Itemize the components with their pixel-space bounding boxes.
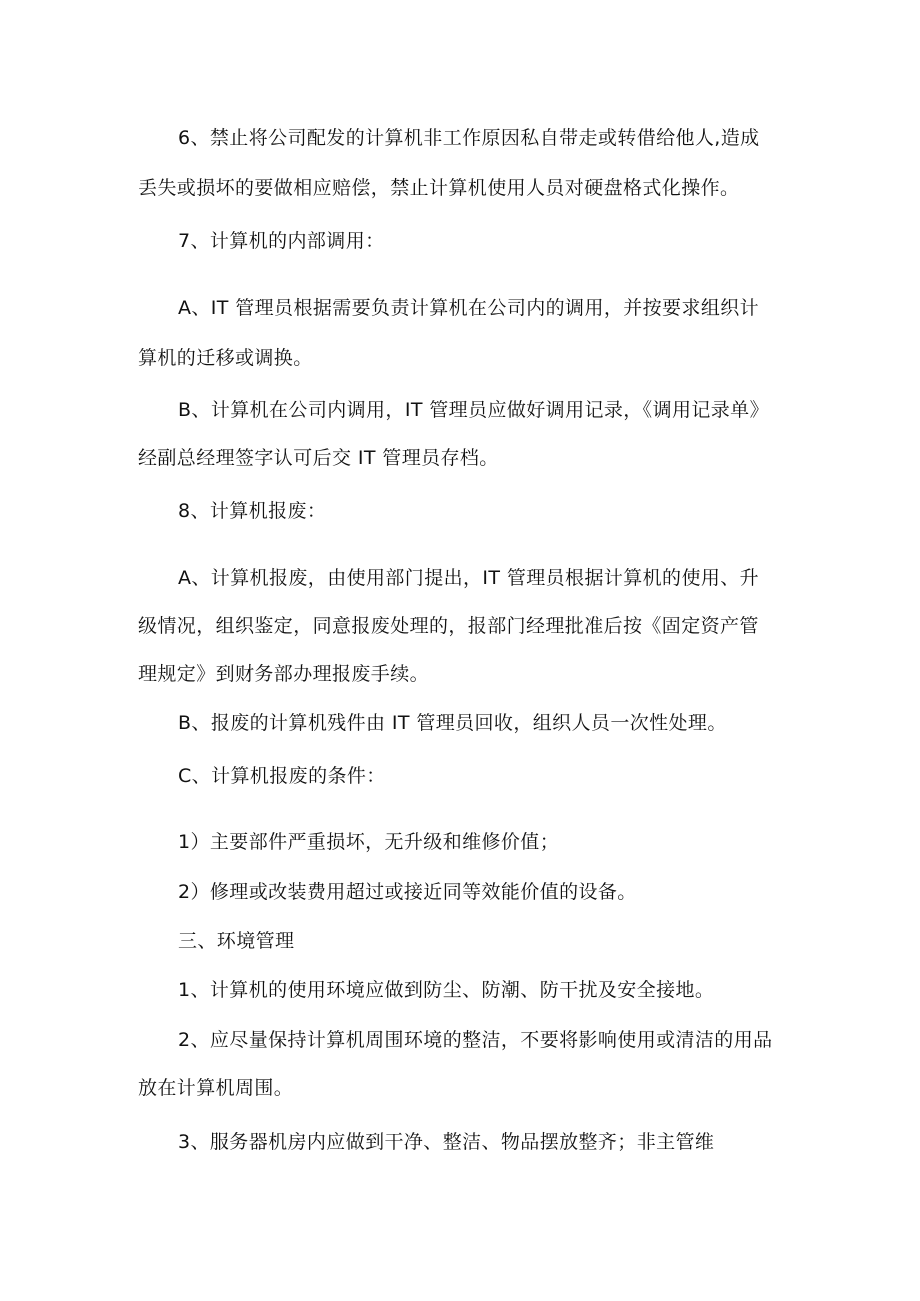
item-8a-line-1: A、计算机报废，由使用部门提出，IT 管理员根据计算机的使用、升	[178, 567, 760, 589]
item-8a-line-2: 级情况，组织鉴定，同意报废处理的，报部门经理批准后按《固定资产管	[138, 615, 759, 637]
item-8b: B、报废的计算机残件由 IT 管理员回收，组织人员一次性处理。	[178, 712, 727, 734]
condition-1: 1）主要部件严重损坏，无升级和维修价值；	[178, 831, 560, 853]
item-7b-line-1: B、计算机在公司内调用，IT 管理员应做好调用记录，《调用记录单》	[178, 399, 769, 421]
condition-2: 2）修理或改装费用超过或接近同等效能价值的设备。	[178, 881, 637, 903]
item-7b-line-2: 经副总经理签字认可后交 IT 管理员存档。	[138, 447, 499, 469]
item-7a-line-1: A、IT 管理员根据需要负责计算机在公司内的调用，并按要求组织计	[178, 297, 760, 319]
item-8c: C、计算机报废的条件：	[178, 765, 386, 787]
heading-8-scrapping: 8、计算机报废：	[178, 500, 327, 522]
env-item-2-line-2: 放在计算机周围。	[138, 1077, 294, 1099]
item-7a-line-2: 算机的迁移或调换。	[138, 347, 313, 369]
paragraph-6-line-2: 丢失或损坏的要做相应赔偿，禁止计算机使用人员对硬盘格式化操作。	[138, 177, 740, 199]
env-item-1: 1、计算机的使用环境应做到防尘、防潮、防干扰及安全接地。	[178, 979, 715, 1001]
heading-7-internal-transfer: 7、计算机的内部调用：	[178, 230, 385, 252]
env-item-2-line-1: 2、应尽量保持计算机周围环境的整洁，不要将影响使用或清洁的用品	[178, 1029, 773, 1051]
section-3-heading: 三、环境管理	[178, 930, 295, 952]
paragraph-6-line-1: 6、禁止将公司配发的计算机非工作原因私自带走或转借给他人,造成	[178, 127, 760, 149]
env-item-3-line-1: 3、服务器机房内应做到干净、整洁、物品摆放整齐；非主管维	[178, 1131, 715, 1153]
item-8a-line-3: 理规定》到财务部办理报废手续。	[138, 663, 430, 685]
